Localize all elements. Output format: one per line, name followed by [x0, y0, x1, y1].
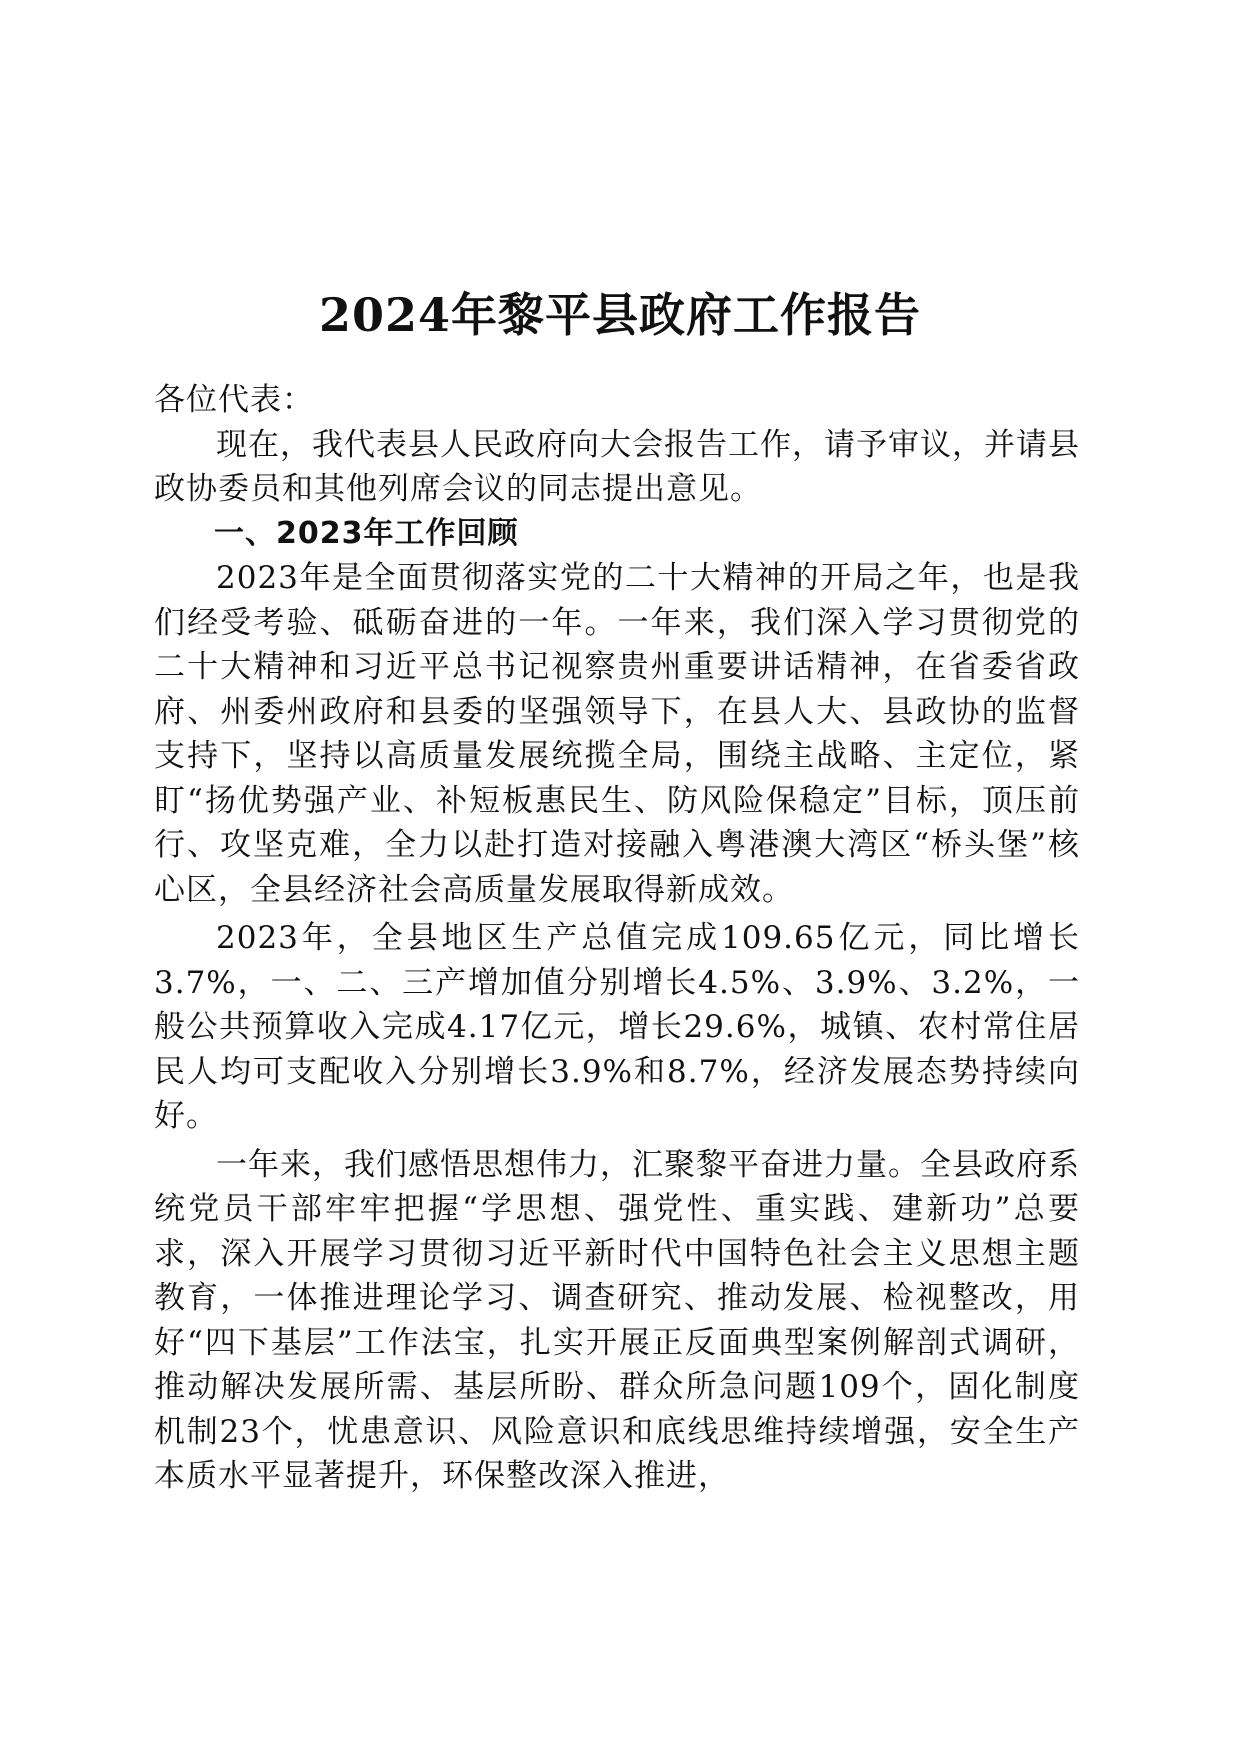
document-body — [154, 378, 1080, 1499]
body-paragraph: 2023年是全面贯彻落实党的二十大精神的开局之年，也是我们经受考验、砥砺奋进的一年。一年来，我们深入学习贯彻党的二十大精神和习近平总书记视察贵州重要讲话精神，在省委省政府、州委州政府和县委的坚强领导下，在县人大、县政协的监督支持下，坚持以高质量发展统揽全局，围绕主战略、主定位，紧盯“扬优势强产业、补短板惠民生、防风险保稳定”目标，顶压前行、攻坚克难，全力以赴打造对接融入粤港澳大湾区“桥头堡”核心区，全县经济社会高质量发展取得新成效。 — [154, 560, 1080, 908]
document-title: 2024年黎平县政府工作报告 — [318, 287, 922, 342]
salutation: 各位代表： — [154, 382, 314, 418]
intro-paragraph: 现在，我代表县人民政府向大会报告工作，请予审议，并请县政协委员和其他列席会议的同志提出意见。 — [154, 426, 1080, 507]
body-paragraph: 2023年，全县地区生产总值完成109.65亿元，同比增长3.7%，一、二、三产增加值分别增长4.5%、3.9%、3.2%，一般公共预算收入完成4.17亿元，增长29.6%，城镇、农村常住居民人均可支配收入分别增长3.9%和8.7%，经济发展态势持续向好。 — [154, 920, 1080, 1134]
section-heading: 一、2023年工作回顾 — [214, 515, 519, 551]
body-paragraph: 一年来，我们感悟思想伟力，汇聚黎平奋进力量。全县政府系统党员干部牢牢把握“学思想、强党性、重实践、建新功”总要求，深入开展学习贯彻习近平新时代中国特色社会主义思想主题教育，一体推进理论学习、调查研究、推动发展、检视整改，用好“四下基层”工作法宝，扎实开展正反面典型案例解剖式调研，推动解决发展所需、基层所盼、群众所急问题109个，固化制度机制23个，忧患意识、风险意识和底线思维持续增强，安全生产本质水平显著提升，环保整改深入推进， — [154, 1146, 1080, 1494]
